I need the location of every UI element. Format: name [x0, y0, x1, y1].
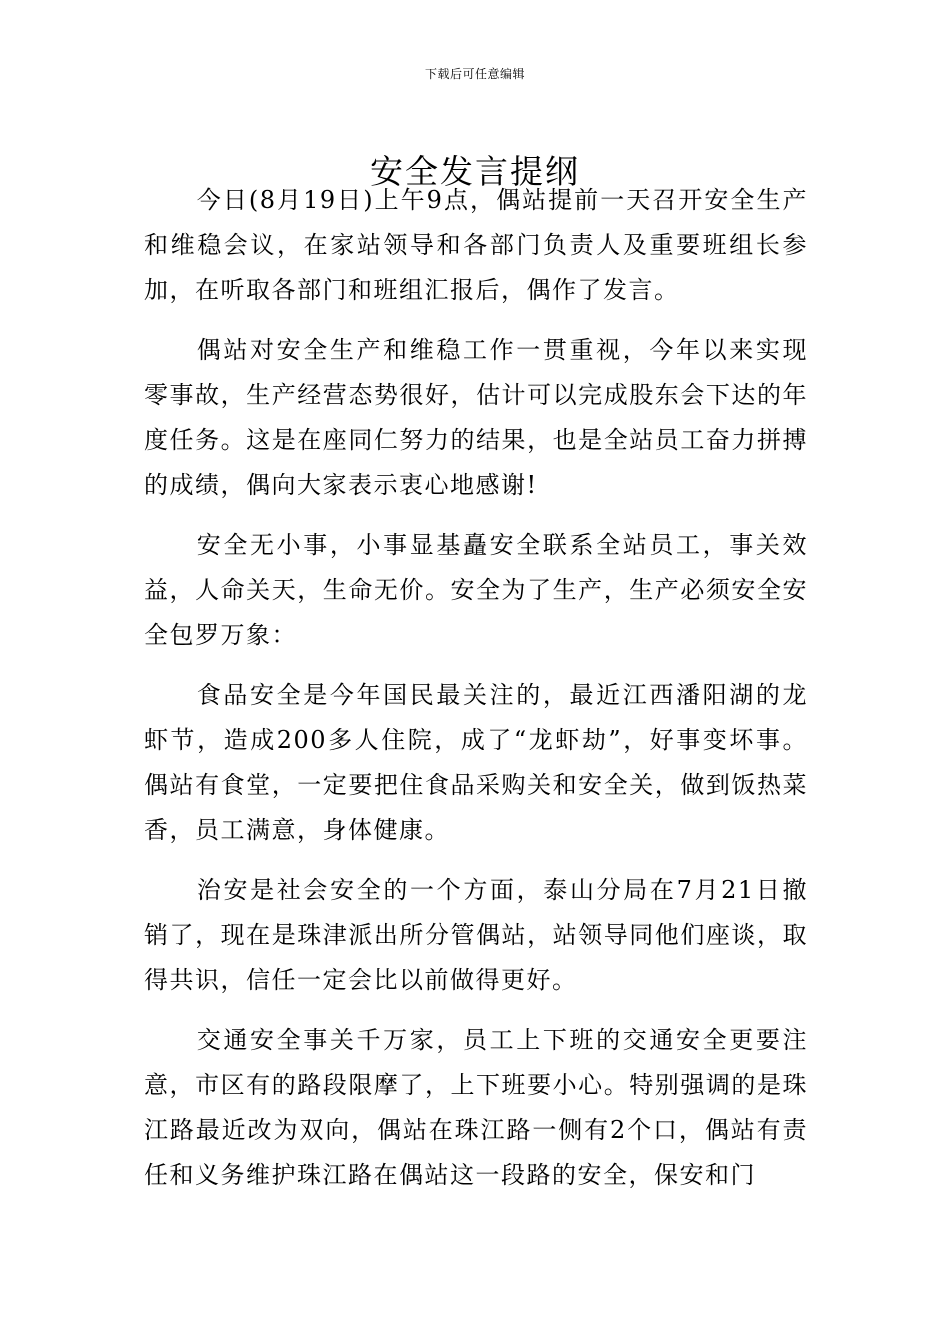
paragraph-1: 今日(8月19日)上午9点，偶站提前一天召开安全生产和维稳会议，在家站领导和各部门负责人及重要班组长参加，在听取各部门和班组汇报后，偶作了发言。 — [144, 186, 808, 304]
document-body — [144, 178, 808, 1213]
header-note: 下载后可任意编辑 — [424, 67, 525, 81]
paragraph-6: 交通安全事关千万家，员工上下班的交通安全更要注意，市区有的路段限摩了，上下班要小心。特别强调的是珠江路最近改为双向，偶站在珠江路一侧有2个口，偶站有责任和义务维护珠江路在偶站这一段路的安全，保安和门 — [144, 1026, 808, 1189]
paragraph-5: 治安是社会安全的一个方面，泰山分局在7月21日撤销了，现在是珠津派出所分管偶站，站领导同他们座谈，取得共识，信任一定会比以前做得更好。 — [144, 876, 808, 994]
paragraph-4: 食品安全是今年国民最关注的，最近江西潘阳湖的龙虾节，造成200多人住院，成了“龙虾劫”，好事变坏事。偶站有食堂，一定要把住食品采购关和安全关，做到饭热菜香，员工满意，身体健康。 — [144, 681, 808, 844]
page-title: 安全发言提纲 — [370, 152, 580, 192]
paragraph-3: 安全无小事，小事显基矗安全联系全站员工，事关效益，人命关天，生命无价。安全为了生产，生产必须安全安全包罗万象： — [144, 531, 808, 649]
paragraph-2: 偶站对安全生产和维稳工作一贯重视，今年以来实现零事故，生产经营态势很好，估计可以完成股东会下达的年度任务。这是在座同仁努力的结果，也是全站员工奋力拼搏的成绩，偶向大家表示衷心地感谢! — [144, 336, 808, 499]
